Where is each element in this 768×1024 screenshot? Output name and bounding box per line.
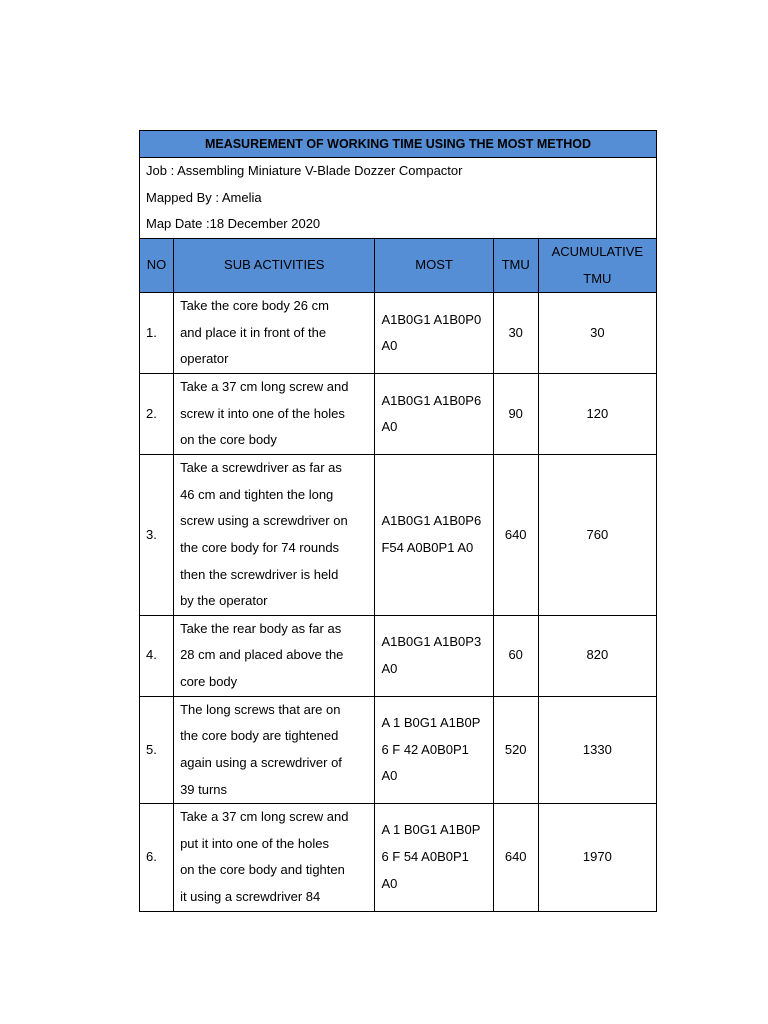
tmu-cell: 60: [493, 615, 538, 696]
most-code-line: A1B0G1 A1B0P0: [381, 311, 482, 327]
most-code-line: 6 F 42 A0B0P1: [381, 741, 469, 757]
tmu-cell: 640: [493, 455, 538, 616]
acumulative-tmu-cell: 1970: [538, 804, 656, 911]
row-number: 3.: [140, 455, 174, 616]
sub-activity-line: Take a 37 cm long screw and: [180, 379, 349, 395]
tmu-cell: 520: [493, 696, 538, 803]
sub-activity-line: core body: [180, 674, 238, 690]
row-number: 4.: [140, 615, 174, 696]
most-measurement-sheet: [139, 130, 657, 912]
info-block: [140, 158, 657, 239]
sub-activity-cell: [174, 455, 375, 616]
header-acumulative-line2: TMU: [583, 270, 612, 286]
sub-activity-cell: [174, 696, 375, 803]
sub-activity-line: then the screwdriver is held: [180, 566, 339, 582]
table-row: [140, 374, 657, 455]
info-row: [140, 158, 657, 239]
sub-activity-line: put it into one of the holes: [180, 835, 329, 851]
row-number: 5.: [140, 696, 174, 803]
acumulative-tmu-cell: 120: [538, 374, 656, 455]
table-row: [140, 804, 657, 911]
sub-activity-line: Take the rear body as far as: [180, 620, 342, 636]
sub-activity-line: the core body are tightened: [180, 728, 339, 744]
header-tmu: TMU: [493, 239, 538, 293]
sub-activity-cell: [174, 615, 375, 696]
row-number: 1.: [140, 293, 174, 374]
sub-activity-line: The long screws that are on: [180, 701, 341, 717]
job-label: Job : Assembling Miniature V-Blade Dozzer Compactor: [146, 163, 463, 178]
most-code-cell: [375, 615, 493, 696]
table-row: [140, 293, 657, 374]
sub-activity-line: the core body for 74 rounds: [180, 539, 340, 555]
row-number: 6.: [140, 804, 174, 911]
most-code-cell: [375, 293, 493, 374]
most-code-line: A0: [381, 338, 398, 354]
sub-activity-line: operator: [180, 351, 229, 367]
sub-activity-line: Take the core body 26 cm: [180, 298, 329, 314]
header-sub-activities: SUB ACTIVITIES: [174, 239, 375, 293]
sub-activity-line: 28 cm and placed above the: [180, 647, 344, 663]
map-date-label: Map Date :18 December 2020: [146, 216, 321, 232]
most-code-line: A 1 B0G1 A1B0P: [381, 822, 481, 838]
most-code-line: A1B0G1 A1B0P6: [381, 513, 482, 529]
most-code-cell: [375, 804, 493, 911]
most-code-line: A1B0G1 A1B0P6: [381, 392, 482, 408]
most-code-cell: [375, 696, 493, 803]
acumulative-tmu-cell: 30: [538, 293, 656, 374]
most-code-cell: [375, 455, 493, 616]
sub-activity-cell: [174, 804, 375, 911]
table-row: [140, 455, 657, 616]
sub-activity-line: Take a 37 cm long screw and: [180, 809, 349, 825]
table-row: [140, 615, 657, 696]
header-row: [140, 239, 657, 293]
most-table: [139, 130, 657, 912]
sub-activity-line: again using a screwdriver of: [180, 754, 342, 770]
sub-activity-line: Take a screwdriver as far as: [180, 460, 342, 476]
sub-activity-line: by the operator: [180, 593, 268, 609]
tmu-cell: 90: [493, 374, 538, 455]
most-code-line: A1B0G1 A1B0P3: [381, 634, 482, 650]
most-code-line: A 1 B0G1 A1B0P: [381, 715, 481, 731]
sub-activity-line: screw using a screwdriver on: [180, 513, 348, 529]
sub-activity-line: 46 cm and tighten the long: [180, 486, 334, 502]
most-code-line: A0: [381, 660, 398, 676]
most-code-line: A0: [381, 419, 398, 435]
header-no: NO: [140, 239, 174, 293]
most-code-line: A0: [381, 875, 398, 891]
sub-activity-line: on the core body and tighten: [180, 862, 345, 878]
row-number: 2.: [140, 374, 174, 455]
header-acumulative-tmu: [538, 239, 656, 293]
most-code-cell: [375, 374, 493, 455]
mapped-by-label: Mapped By : Amelia: [146, 189, 262, 205]
sub-activity-line: and place it in front of the: [180, 324, 327, 340]
sub-activity-line: 39 turns: [180, 781, 228, 797]
most-code-line: A0: [381, 768, 398, 784]
sub-activity-line: on the core body: [180, 432, 277, 448]
sub-activity-cell: [174, 374, 375, 455]
table-body: [140, 293, 657, 911]
acumulative-tmu-cell: 1330: [538, 696, 656, 803]
most-code-line: 6 F 54 A0B0P1: [381, 849, 469, 865]
sub-activity-line: screw it into one of the holes: [180, 405, 345, 421]
title-row: [140, 131, 657, 158]
sub-activity-cell: [174, 293, 375, 374]
sub-activity-line: it using a screwdriver 84: [180, 888, 321, 904]
table-row: [140, 696, 657, 803]
tmu-cell: 30: [493, 293, 538, 374]
most-code-line: F54 A0B0P1 A0: [381, 539, 474, 555]
acumulative-tmu-cell: 820: [538, 615, 656, 696]
header-most: MOST: [375, 239, 493, 293]
header-acumulative-line1: ACUMULATIVE: [551, 244, 644, 259]
tmu-cell: 640: [493, 804, 538, 911]
acumulative-tmu-cell: 760: [538, 455, 656, 616]
table-title: MEASUREMENT OF WORKING TIME USING THE MOST METHOD: [140, 131, 657, 158]
